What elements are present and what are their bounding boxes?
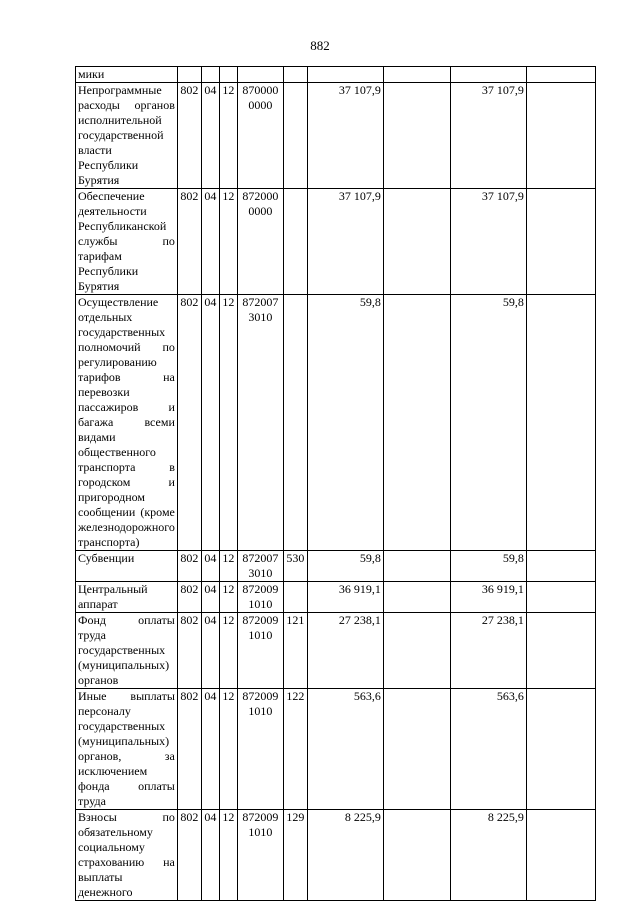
target-article-code: 872009 1010 [237, 689, 283, 810]
row-name: Субвенции [76, 551, 178, 582]
target-article-code: 872009 1010 [237, 582, 283, 613]
amount-cell [526, 189, 595, 295]
section-code: 04 [201, 83, 219, 189]
amount-cell: 36 919,1 [307, 582, 383, 613]
amount-cell [526, 810, 595, 901]
subsection-code: 12 [219, 551, 237, 582]
expense-type-code: 530 [283, 551, 307, 582]
amount-cell [526, 582, 595, 613]
ved-code: 802 [177, 295, 201, 551]
amount-cell [383, 689, 450, 810]
row-name: Осуществление отдельных государственных полномочий по регулированию тарифов на перевозки пассажиров и багажа всеми видами общественного транспорта в городском и пригородном сообщении (кроме железнодорожного транспорта) [76, 295, 178, 551]
table-row [76, 83, 596, 189]
expense-type-code: 122 [283, 689, 307, 810]
subsection-code: 12 [219, 582, 237, 613]
table-row [76, 551, 596, 582]
expense-type-code [283, 295, 307, 551]
amount-cell [307, 67, 383, 83]
page-number: 882 [310, 38, 330, 53]
expense-type-code: 129 [283, 810, 307, 901]
target-article-code: 872007 3010 [237, 551, 283, 582]
amount-cell: 37 107,9 [450, 189, 526, 295]
amount-cell: 37 107,9 [307, 83, 383, 189]
amount-cell: 37 107,9 [450, 83, 526, 189]
ved-code: 802 [177, 83, 201, 189]
table-row [76, 810, 596, 901]
expense-type-code [283, 582, 307, 613]
expense-type-code [283, 83, 307, 189]
table-row [76, 67, 596, 83]
table-row [76, 582, 596, 613]
amount-cell [526, 67, 595, 83]
amount-cell: 27 238,1 [307, 613, 383, 689]
section-code: 04 [201, 810, 219, 901]
row-name: Центральный аппарат [76, 582, 178, 613]
amount-cell: 8 225,9 [450, 810, 526, 901]
amount-cell: 59,8 [307, 551, 383, 582]
amount-cell: 59,8 [307, 295, 383, 551]
target-article-code: 872000 0000 [237, 189, 283, 295]
target-article-code: 872007 3010 [237, 295, 283, 551]
amount-cell [526, 295, 595, 551]
ved-code [177, 67, 201, 83]
target-article-code: 870000 0000 [237, 83, 283, 189]
subsection-code: 12 [219, 613, 237, 689]
subsection-code: 12 [219, 83, 237, 189]
table-row [76, 189, 596, 295]
amount-cell [383, 83, 450, 189]
amount-cell [450, 67, 526, 83]
row-name: Непрограммные расходы органов исполнительной государственной власти Республики Бурятия [76, 83, 178, 189]
expense-type-code: 121 [283, 613, 307, 689]
amount-cell [526, 689, 595, 810]
amount-cell: 59,8 [450, 295, 526, 551]
section-code: 04 [201, 189, 219, 295]
ved-code: 802 [177, 689, 201, 810]
section-code: 04 [201, 689, 219, 810]
row-name: Иные выплаты персоналу государственных (муниципальных) органов, за исключением фонда оплаты труда [76, 689, 178, 810]
ved-code: 802 [177, 189, 201, 295]
expense-type-code [283, 67, 307, 83]
budget-table [75, 66, 596, 901]
ved-code: 802 [177, 582, 201, 613]
row-name: Обеспечение деятельности Республиканской службы по тарифам Республики Бурятия [76, 189, 178, 295]
table-row [76, 689, 596, 810]
table-row [76, 613, 596, 689]
subsection-code [219, 67, 237, 83]
amount-cell [526, 613, 595, 689]
subsection-code: 12 [219, 810, 237, 901]
amount-cell [383, 613, 450, 689]
ved-code: 802 [177, 810, 201, 901]
amount-cell: 8 225,9 [307, 810, 383, 901]
section-code: 04 [201, 551, 219, 582]
subsection-code: 12 [219, 689, 237, 810]
amount-cell: 563,6 [307, 689, 383, 810]
amount-cell: 563,6 [450, 689, 526, 810]
amount-cell [383, 67, 450, 83]
amount-cell [383, 189, 450, 295]
section-code: 04 [201, 613, 219, 689]
section-code: 04 [201, 582, 219, 613]
row-name: Фонд оплаты труда государственных (муниципальных) органов [76, 613, 178, 689]
amount-cell [383, 810, 450, 901]
amount-cell [383, 295, 450, 551]
amount-cell [526, 83, 595, 189]
amount-cell: 36 919,1 [450, 582, 526, 613]
ved-code: 802 [177, 613, 201, 689]
amount-cell [526, 551, 595, 582]
amount-cell: 27 238,1 [450, 613, 526, 689]
amount-cell: 37 107,9 [307, 189, 383, 295]
target-article-code: 872009 1010 [237, 810, 283, 901]
section-code [201, 67, 219, 83]
expense-type-code [283, 189, 307, 295]
target-article-code: 872009 1010 [237, 613, 283, 689]
amount-cell [383, 551, 450, 582]
amount-cell: 59,8 [450, 551, 526, 582]
row-name: Взносы по обязательному социальному страхованию на выплаты денежного [76, 810, 178, 901]
section-code: 04 [201, 295, 219, 551]
table-row [76, 295, 596, 551]
target-article-code [237, 67, 283, 83]
row-name: мики [76, 67, 178, 83]
subsection-code: 12 [219, 189, 237, 295]
subsection-code: 12 [219, 295, 237, 551]
ved-code: 802 [177, 551, 201, 582]
amount-cell [383, 582, 450, 613]
